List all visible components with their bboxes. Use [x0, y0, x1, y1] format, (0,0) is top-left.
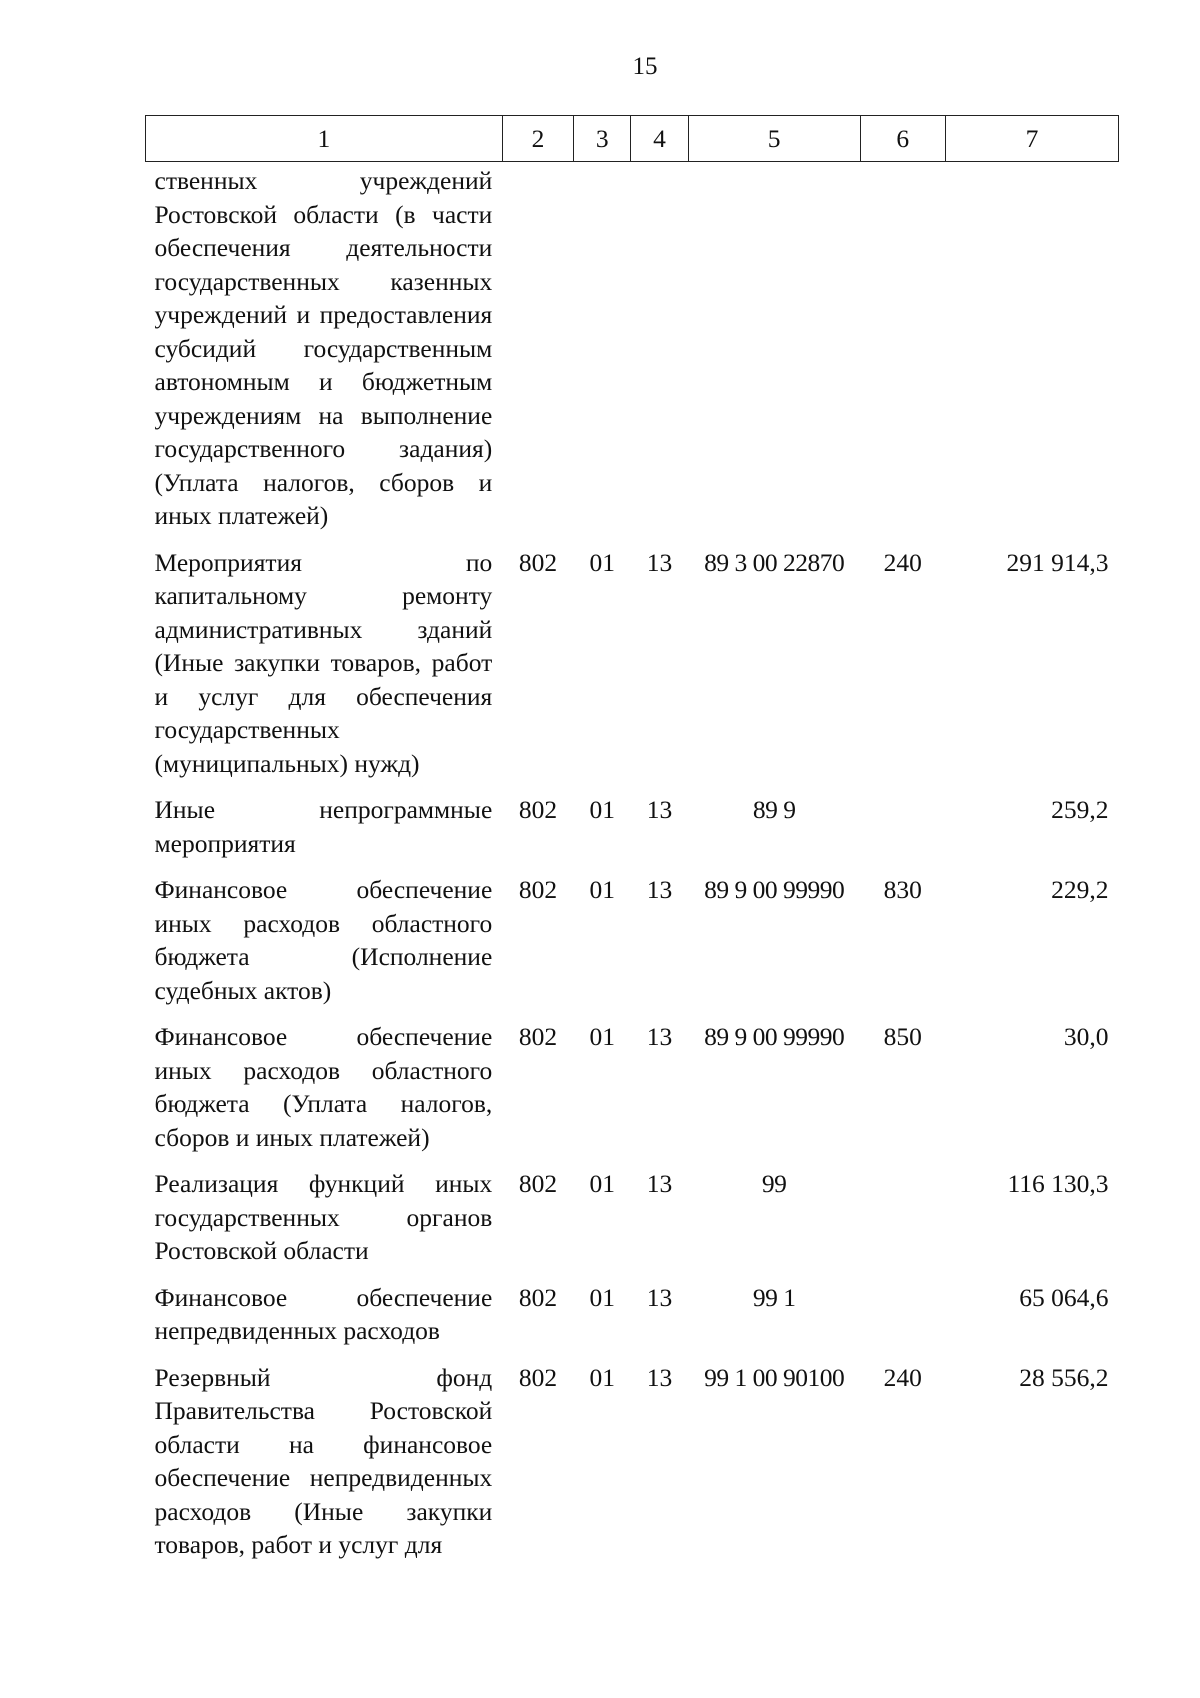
amount: 229,2: [1051, 875, 1109, 904]
amount: 116 130,3: [1007, 1169, 1109, 1198]
section-code: 01: [589, 1169, 615, 1198]
target-article-code: [688, 162, 860, 546]
row-description: Финансовое обеспечение непредвиденных расходов: [154, 1282, 493, 1345]
page-number: 15: [632, 53, 658, 80]
row-description: Иные непрограммные мероприятия: [154, 795, 493, 858]
budget-table: [145, 115, 1119, 1575]
target-article-code: 99: [761, 1169, 787, 1198]
column-header-1: 1: [146, 116, 503, 162]
section-code: 01: [589, 1282, 615, 1312]
expense-type-code: [860, 1281, 945, 1361]
amount: 291 914,3: [1006, 547, 1109, 577]
amount: 259,2: [1051, 795, 1109, 824]
section-code: 01: [589, 547, 615, 577]
target-article-code: 89 9 00 99990: [704, 875, 845, 904]
row-description: Мероприятия по капитальному ремонту административных зданий (Иные закупки товаров, работ и услуг для обеспечения государственных (муниципальных) нужд): [154, 547, 493, 778]
subsection-code: [631, 162, 688, 546]
table-row: [146, 1281, 1119, 1361]
target-article-code: 99 1: [752, 1282, 796, 1312]
section-code: 01: [589, 795, 615, 824]
row-description: Финансовое обеспечение иных расходов областного бюджета (Исполнение судебных актов): [154, 875, 493, 1005]
expense-type-code: [860, 793, 945, 873]
section-code: 01: [589, 1022, 615, 1051]
subsection-code: 13: [646, 547, 673, 577]
expense-type-code: 850: [883, 1022, 922, 1051]
column-header-4: 4: [631, 116, 688, 162]
row-description: Финансовое обеспечение иных расходов областного бюджета (Уплата налогов, сборов и иных платежей): [154, 1022, 493, 1152]
table-row: [146, 1167, 1119, 1281]
table-row: [146, 873, 1119, 1020]
ministry-code: 802: [518, 1169, 558, 1198]
subsection-code: 13: [646, 1282, 673, 1312]
expense-type-code: [860, 1167, 945, 1281]
ministry-code: 802: [518, 795, 558, 824]
amount: 30,0: [1063, 1022, 1109, 1051]
target-article-code: 89 3 00 22870: [704, 547, 845, 577]
ministry-code: [502, 162, 573, 546]
expense-type-code: 240: [883, 1362, 922, 1392]
column-header-7: 7: [946, 116, 1119, 162]
table-row: [146, 1361, 1119, 1575]
row-description: Резервный фонд Правительства Ростовской области на финансовое обеспечение непредвиденных расходов (Иные закупки товаров, работ и услуг для: [154, 1362, 493, 1559]
subsection-code: 13: [646, 875, 673, 904]
subsection-code: 13: [646, 1362, 673, 1392]
target-article-code: 89 9 00 99990: [704, 1022, 845, 1051]
ministry-code: 802: [518, 1022, 558, 1051]
row-description: ственных учреждений Ростовской области (в части обеспечения деятельности государственных казенных учреждений и предоставления субсидий государственным автономным и бюджетным учреждениям на выполнение государственного задания) (Уплата налогов, сборов и иных платежей): [154, 166, 493, 530]
column-header-3: 3: [574, 116, 631, 162]
ministry-code: 802: [518, 1362, 558, 1392]
column-header-2: 2: [502, 116, 573, 162]
section-code: 01: [589, 1362, 615, 1392]
ministry-code: 802: [518, 1282, 558, 1312]
amount: 28 556,2: [1019, 1362, 1109, 1392]
table-row: [146, 162, 1119, 546]
expense-type-code: 240: [883, 547, 922, 577]
ministry-code: 802: [518, 875, 558, 904]
table-row: [146, 546, 1119, 794]
column-header-6: 6: [860, 116, 945, 162]
ministry-code: 802: [518, 547, 558, 577]
header-row: [146, 116, 1119, 162]
subsection-code: 13: [646, 1169, 673, 1198]
column-header-5: 5: [688, 116, 860, 162]
section-code: [574, 162, 631, 546]
section-code: 01: [589, 875, 615, 904]
amount: [946, 162, 1119, 546]
table-row: [146, 793, 1119, 873]
subsection-code: 13: [646, 795, 673, 824]
table-row: [146, 1020, 1119, 1167]
expense-type-code: [860, 162, 945, 546]
target-article-code: 89 9: [752, 795, 796, 824]
subsection-code: 13: [646, 1022, 673, 1051]
target-article-code: 99 1 00 90100: [704, 1362, 845, 1392]
row-description: Реализация функций иных государственных органов Ростовской области: [154, 1169, 493, 1265]
expense-type-code: 830: [883, 875, 922, 904]
amount: 65 064,6: [1019, 1282, 1109, 1312]
